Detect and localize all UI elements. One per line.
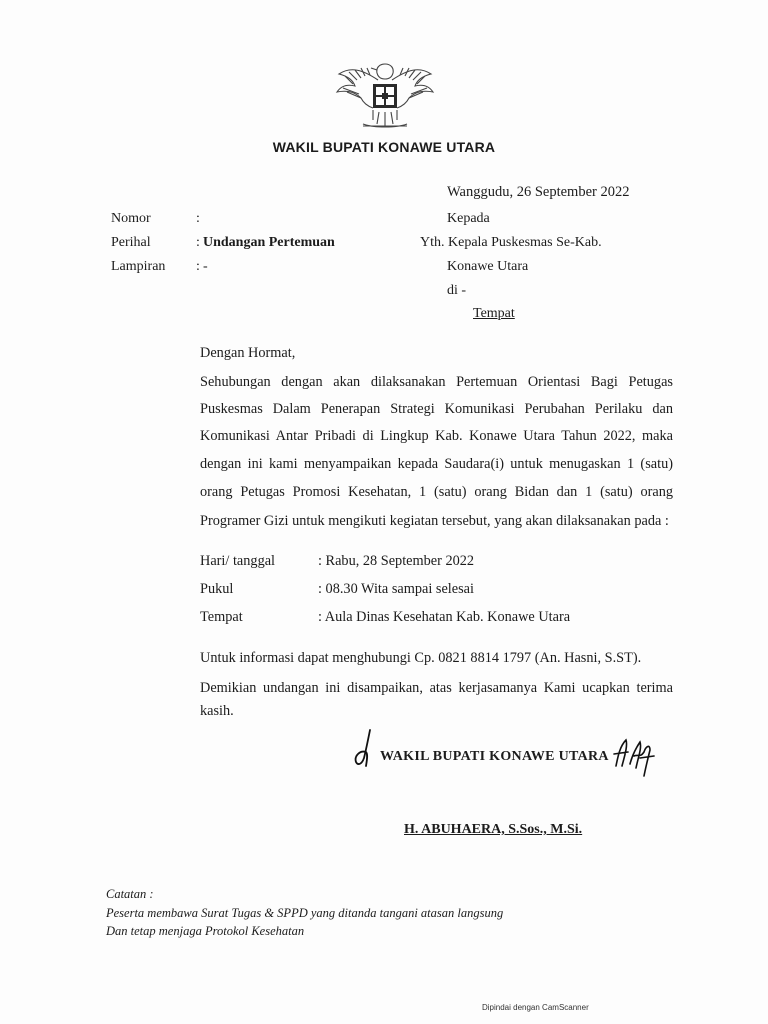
recipient-region: Konawe Utara bbox=[447, 259, 529, 274]
detail-value-place: : Aula Dinas Kesehatan Kab. Konawe Utara bbox=[318, 609, 571, 625]
scanner-watermark: Dipindai dengan CamScanner bbox=[482, 1003, 589, 1012]
paragraph-line: Sehubungan dengan akan dilaksanakan Pertemuan Orientasi Bagi Petugas bbox=[200, 374, 673, 390]
recipient-kepada: Kepada bbox=[447, 211, 490, 226]
letterhead-title: WAKIL BUPATI KONAWE UTARA bbox=[272, 139, 496, 155]
paragraph-line: orang Petugas Promosi Kesehatan, 1 (satu) orang Bidan dan 1 (satu) orang bbox=[200, 484, 673, 500]
paragraph-line: Komunikasi Antar Pribadi di Lingkup Kab. Konawe Utara Tahun 2022, maka bbox=[200, 428, 673, 444]
signature-initial-icon bbox=[610, 736, 656, 778]
meta-label: Lampiran bbox=[111, 259, 166, 274]
paragraph-line: dengan ini kami menyampaikan kepada Saudara(i) untuk menugaskan 1 (satu) bbox=[200, 456, 673, 472]
garuda-emblem-icon bbox=[333, 56, 437, 134]
note-line: Dan tetap menjaga Protokol Kesehatan bbox=[106, 924, 305, 938]
detail-value-time: : 08.30 Wita sampai selesai bbox=[318, 581, 474, 597]
detail-label-place: Tempat bbox=[200, 609, 243, 625]
note-heading: Catatan : bbox=[106, 887, 154, 901]
meta-value: Undangan Pertemuan bbox=[203, 235, 335, 250]
handwritten-mark-icon bbox=[352, 728, 378, 770]
contact-info: Untuk informasi dapat menghubungi Cp. 0821 8814 1797 (An. Hasni, S.ST). bbox=[200, 650, 642, 666]
recipient-di: di - bbox=[447, 283, 467, 298]
signer-name: H. ABUHAERA, S.Sos., M.Si. bbox=[404, 822, 583, 837]
detail-label-date: Hari/ tanggal bbox=[200, 553, 276, 569]
recipient-place: Tempat bbox=[473, 306, 515, 321]
note-line: Peserta membawa Surat Tugas & SPPD yang ditanda tangani atasan langsung bbox=[106, 906, 504, 920]
closing-line-end: kasih. bbox=[200, 703, 234, 719]
paragraph-last-line: Programer Gizi untuk mengikuti kegiatan tersebut, yang akan dilaksanakan pada : bbox=[200, 513, 669, 529]
salutation: Dengan Hormat, bbox=[200, 345, 296, 361]
meta-label: Nomor bbox=[111, 211, 151, 226]
detail-value-date: : Rabu, 28 September 2022 bbox=[318, 553, 475, 569]
meta-separator: : bbox=[196, 211, 200, 226]
meta-value: - bbox=[203, 259, 208, 274]
closing-line: Demikian undangan ini disampaikan, atas kerjasamanya Kami ucapkan terima bbox=[200, 680, 673, 696]
paragraph-line: Puskesmas Dalam Penerapan Strategi Komunikasi Perubahan Perilaku dan bbox=[200, 401, 673, 417]
signature-title: WAKIL BUPATI KONAWE UTARA bbox=[380, 749, 609, 764]
recipient-addressee: Yth. Kepala Puskesmas Se-Kab. bbox=[420, 235, 602, 250]
meta-label: Perihal bbox=[111, 235, 151, 250]
letter-date: Wanggudu, 26 September 2022 bbox=[447, 184, 630, 200]
detail-label-time: Pukul bbox=[200, 581, 234, 597]
meta-separator: : bbox=[196, 235, 200, 250]
meta-separator: : bbox=[196, 259, 200, 274]
